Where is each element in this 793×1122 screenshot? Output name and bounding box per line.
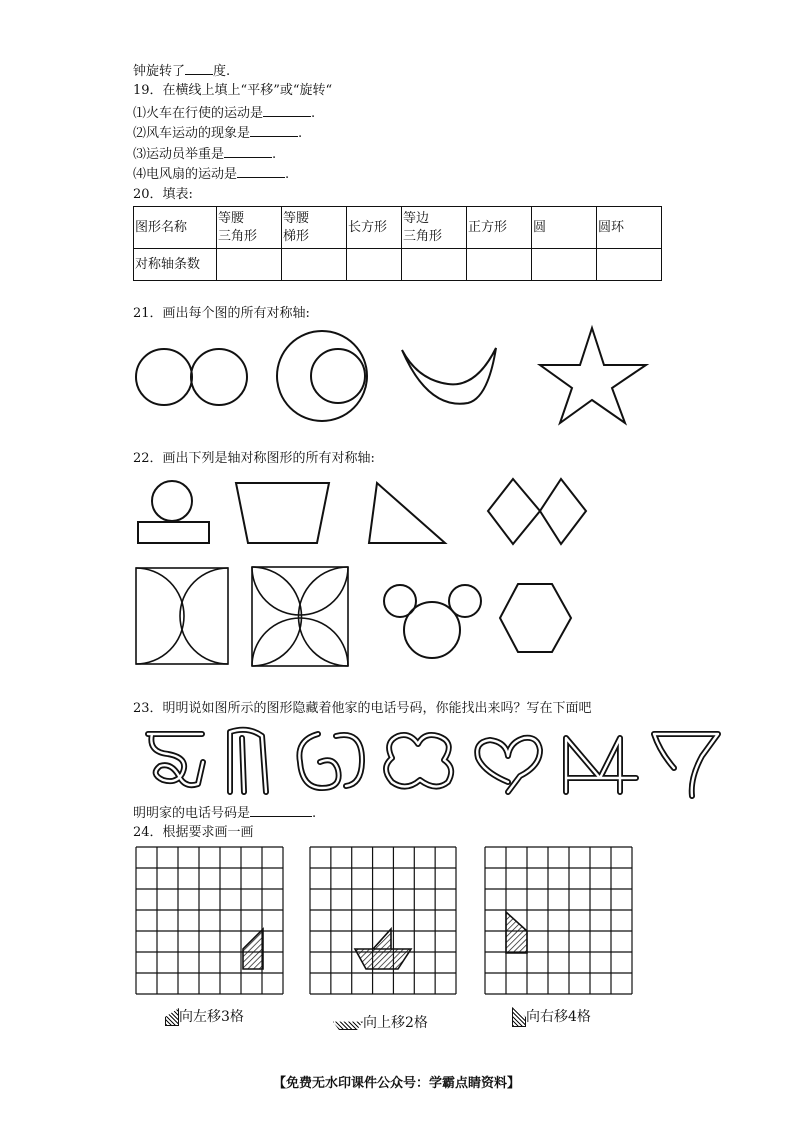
q23-answer-line — [133, 804, 316, 823]
square-with-arcs-figure — [136, 568, 228, 664]
q23-answer-prefix: 明明家的电话号码是 — [133, 806, 251, 821]
answer-blank[interactable] — [185, 62, 213, 75]
hatched-boat-icon — [333, 1016, 363, 1030]
shape-left-grid — [243, 929, 263, 969]
double-diamond-figure — [488, 479, 586, 544]
q18-tail — [133, 62, 230, 81]
q23-answer-suffix: . — [312, 806, 317, 821]
hatched-shape-icon — [512, 1007, 526, 1027]
q19-item-1 — [133, 104, 315, 123]
q23-title: 23．明明说如图所示的图形隐藏着他家的电话号码，你能找出来吗？写在下面吧 — [133, 701, 592, 716]
caption-text: 向左移3格 — [179, 1009, 244, 1025]
q21-figures — [0, 320, 793, 430]
circle-with-inner-circle-figure — [277, 331, 367, 421]
q19-item-2 — [133, 124, 302, 143]
answer-cell[interactable] — [467, 249, 532, 281]
circle-on-rectangle-figure — [138, 481, 209, 543]
trapezoid-figure — [236, 483, 329, 543]
caption-text: 向上移2格 — [363, 1015, 428, 1031]
row-label: 对称轴条数 — [134, 249, 217, 281]
hatched-shape-icon — [165, 1008, 179, 1026]
q19-title: 19．在横线上填上“平移”或“旋转“ — [133, 83, 333, 98]
q21-title: 21．画出每个图的所有对称轴: — [133, 306, 310, 321]
caption-text: 向右移4格 — [526, 1009, 591, 1025]
answer-blank[interactable] — [263, 104, 311, 117]
header-cell: 正方形 — [467, 207, 532, 249]
q19-item-label: ⑷电风扇的运动是 — [133, 167, 238, 182]
q19-item-4 — [133, 165, 289, 184]
item-end: . — [311, 106, 316, 121]
header-cell: 图形名称 — [134, 207, 217, 249]
q22-title: 22．画出下列是轴对称图形的所有对称轴: — [133, 451, 375, 466]
shape-right-grid — [506, 912, 527, 953]
q19-item-label: ⑴火车在行使的运动是 — [133, 106, 264, 121]
mickey-figure — [384, 585, 481, 658]
grid-left — [136, 847, 283, 994]
digit-glyph-7 — [654, 734, 718, 796]
symmetry-table — [133, 206, 662, 281]
answer-cell[interactable] — [532, 249, 597, 281]
answer-cell[interactable] — [217, 249, 282, 281]
right-triangle-figure — [369, 483, 445, 543]
digit-glyph-6 — [566, 738, 636, 792]
grid-middle — [310, 847, 456, 994]
digit-glyph-1 — [148, 734, 203, 785]
digit-glyph-2 — [230, 730, 266, 792]
caption-middle — [333, 1012, 428, 1032]
caption-right — [512, 1006, 591, 1027]
answer-blank[interactable] — [237, 165, 285, 178]
q18-suffix: 度. — [213, 64, 231, 79]
q19-item-label: ⑶运动员举重是 — [133, 147, 225, 162]
answer-cell[interactable] — [597, 249, 662, 281]
answer-blank[interactable] — [224, 145, 272, 158]
header-cell: 等腰 梯形 — [282, 207, 347, 249]
hexagon-figure — [500, 584, 571, 652]
q19-item-3 — [133, 145, 276, 164]
answer-cell[interactable] — [282, 249, 347, 281]
table-row — [134, 249, 662, 281]
star-figure — [540, 328, 646, 423]
answer-cell[interactable] — [347, 249, 402, 281]
hidden-digits-figures — [0, 722, 793, 802]
q20-title: 20．填表: — [133, 187, 193, 202]
answer-cell[interactable] — [402, 249, 467, 281]
header-cell: 圆环 — [597, 207, 662, 249]
answer-blank[interactable] — [250, 124, 298, 137]
q18-prefix: 钟旋转了 — [133, 64, 186, 79]
item-end: . — [285, 167, 290, 182]
header-cell: 等腰 三角形 — [217, 207, 282, 249]
square-with-petals-figure — [252, 567, 348, 666]
phone-answer-blank[interactable] — [250, 804, 312, 817]
item-end: . — [272, 147, 277, 162]
header-cell: 等边 三角形 — [402, 207, 467, 249]
translation-grids — [0, 840, 793, 1000]
footer: 【免费无水印课件公众号：学霸点睛资料】 — [272, 1076, 520, 1091]
table-header-row — [134, 207, 662, 249]
crescent-figure — [402, 348, 496, 404]
q22-figures — [0, 470, 793, 670]
header-cell: 长方形 — [347, 207, 402, 249]
digit-glyph-5 — [477, 738, 540, 792]
q24-title: 24．根据要求画一画 — [133, 825, 254, 840]
q19-item-label: ⑵风车运动的现象是 — [133, 126, 251, 141]
shape-middle-grid — [355, 929, 411, 969]
double-circle-figure — [136, 349, 247, 405]
item-end: . — [298, 126, 303, 141]
caption-left — [165, 1006, 244, 1026]
header-cell: 圆 — [532, 207, 597, 249]
